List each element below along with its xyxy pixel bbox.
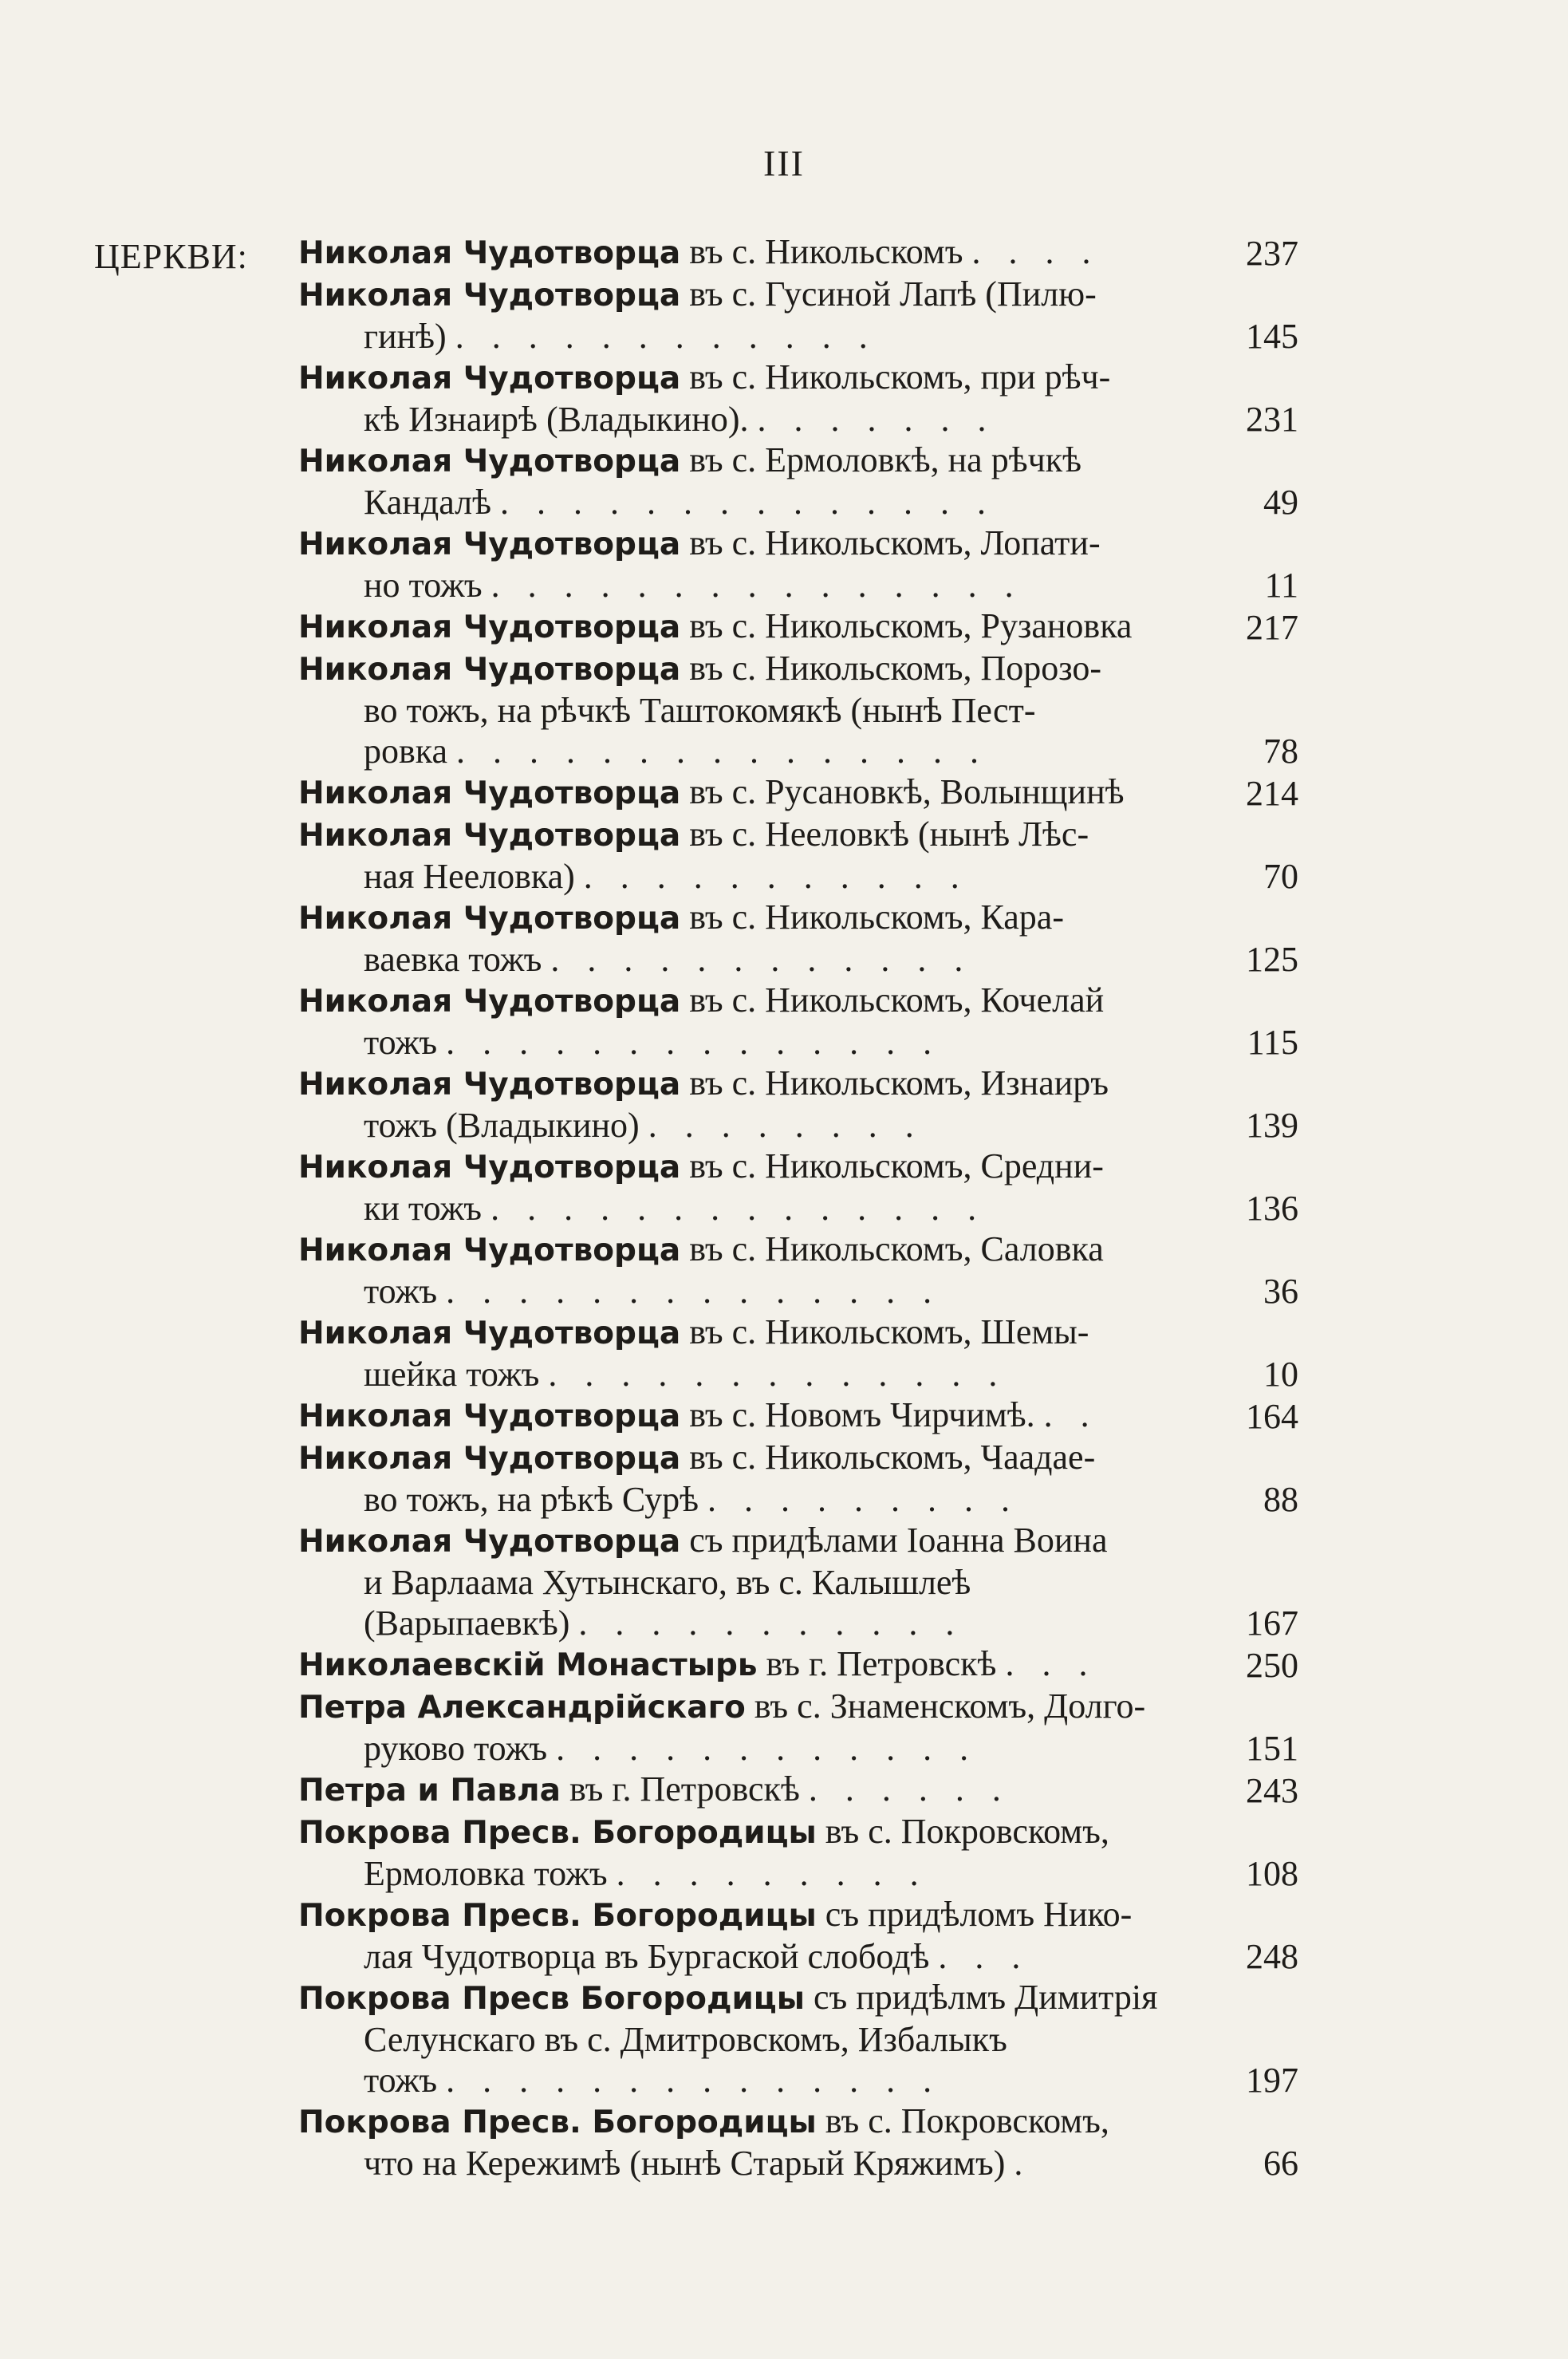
page-ref: 49 <box>1263 483 1298 522</box>
page-ref: 237 <box>1246 234 1298 273</box>
entry-text: съ придѣломъ Нико- <box>816 1895 1133 1934</box>
leader-dots: . . . . . . . . . . . . <box>455 317 877 356</box>
entry-text: въ с. Знаменскомъ, Долго- <box>745 1686 1146 1726</box>
entry-text: въ с. Покровскомъ, <box>816 2101 1109 2140</box>
page-ref: 167 <box>1246 1604 1298 1643</box>
page-ref: 151 <box>1246 1729 1298 1768</box>
index-entry <box>298 1894 1298 1977</box>
entry-text: въ с. Нееловкѣ (нынѣ Лѣс- <box>680 815 1089 854</box>
index-entry <box>298 440 1298 523</box>
entry-title: Николая Чудотворца <box>298 1316 681 1351</box>
entry-text-continued: шейка тожъ <box>364 1355 540 1394</box>
entry-title: Николая Чудотворца <box>298 984 681 1020</box>
index-entry <box>298 1520 1298 1643</box>
leader-dots: . . . . . . . . . . . . . . . <box>490 566 1023 605</box>
page-ref: 10 <box>1263 1355 1298 1394</box>
index-entry <box>298 1063 1298 1146</box>
entry-text: въ с. Никольскомъ, Средни- <box>680 1146 1104 1185</box>
leader-dots: . . . . . . . . . . . . <box>556 1729 979 1768</box>
leader-dots: . . . . . . . . . <box>707 1480 1019 1519</box>
leader-dots: . . . . . . . . . . . . . <box>548 1355 1007 1394</box>
entry-text: въ г. Петровскѣ <box>757 1644 997 1683</box>
section-label: ЦЕРКВИ: <box>94 237 248 276</box>
entry-title: Николая Чудотворца <box>298 901 681 937</box>
entry-text: въ с. Гусиной Лапѣ (Пилю- <box>680 274 1097 314</box>
entry-text: въ с. Русановкѣ, Волынщинѣ <box>680 772 1125 811</box>
entry-text-continued: тожъ (Владыкино) <box>364 1106 640 1145</box>
entry-title: Петра и Павла <box>298 1773 561 1809</box>
page-ref: 243 <box>1246 1771 1298 1810</box>
index-entry <box>298 1394 1298 1437</box>
page-number: III <box>763 143 805 183</box>
entry-text: въ с. Никольскомъ, Кочелай <box>680 980 1105 1020</box>
entry-text: въ с. Никольскомъ, Шемы- <box>680 1312 1089 1351</box>
entry-text: въ с. Никольскомъ, Изнаиръ <box>680 1063 1109 1103</box>
page-ref: 115 <box>1247 1023 1298 1062</box>
index-entry <box>298 897 1298 980</box>
entry-text: въ с. Никольскомъ, Рузановка <box>680 606 1133 645</box>
entry-title: Покрова Пресв. Богородицы <box>298 1898 817 1934</box>
page-ref: 214 <box>1246 774 1298 813</box>
index-entry <box>298 980 1298 1063</box>
leader-dots: . . . . . . . . . . . <box>583 857 969 896</box>
page-ref: 250 <box>1246 1646 1298 1685</box>
entry-title: Николая Чудотворца <box>298 1150 681 1185</box>
entry-title: Николая Чудотворца <box>298 652 681 688</box>
entry-text: въ с. Новомъ Чирчимѣ. <box>680 1395 1035 1434</box>
leader-dots: . . . . . . . . . . . . . . <box>490 1189 987 1228</box>
page-ref: 231 <box>1246 400 1298 439</box>
leader-dots: . . . . <box>971 232 1101 271</box>
entry-title: Николая Чудотворца <box>298 444 681 479</box>
entry-text-continued: лая Чудотворца въ Бургаской слободѣ <box>364 1937 930 1976</box>
index-entry <box>298 814 1298 897</box>
entry-text-continued: Ермоловка тожъ <box>364 1854 608 1893</box>
index-entry <box>298 1146 1298 1229</box>
entry-text-continued: ровка <box>364 732 448 771</box>
page-ref: 78 <box>1263 732 1298 771</box>
entry-text-continued: Кандалѣ <box>364 483 491 522</box>
index-entry <box>298 1811 1298 1894</box>
index-entry <box>298 1437 1298 1520</box>
page-ref: 164 <box>1246 1397 1298 1436</box>
page-ref: 66 <box>1263 2144 1298 2183</box>
index-entry <box>298 648 1298 771</box>
entry-title: Николая Чудотворца <box>298 1067 681 1103</box>
page-ref: 36 <box>1263 1272 1298 1311</box>
leader-dots: . . . . . . . . . . . <box>578 1604 964 1643</box>
entry-text-continued: но тожъ <box>364 566 483 605</box>
index-entry <box>298 274 1298 357</box>
leader-dots: . . . . . . . . . <box>616 1854 928 1893</box>
leader-dots: . . . . . . . . . . . . . . <box>446 1023 942 1062</box>
leader-dots: . . . . . . . <box>757 400 996 439</box>
page-ref: 217 <box>1246 608 1298 647</box>
page-ref: 145 <box>1246 317 1298 356</box>
entry-title: Покрова Пресв. Богородицы <box>298 1815 817 1851</box>
entry-title: Покрова Пресв. Богородицы <box>298 2105 817 2140</box>
page-ref: 125 <box>1246 940 1298 979</box>
leader-dots: . . . <box>1005 1644 1097 1683</box>
page-ref: 70 <box>1263 857 1298 896</box>
index-entry <box>298 1769 1298 1811</box>
index-entry <box>298 1312 1298 1394</box>
entry-text-continued: руково тожъ <box>364 1729 548 1768</box>
entry-text-continued: гинѣ) <box>364 317 447 356</box>
leader-dots: . . . <box>938 1937 1030 1976</box>
index-entries <box>298 231 1298 2183</box>
leader-dots: . . . . . . . . . . . . . . <box>446 1272 942 1311</box>
entry-text-continued: ная Нееловка) <box>364 857 575 896</box>
leader-dots: . <box>1014 2144 1033 2183</box>
entry-text: въ с. Никольскомъ, Чаадае- <box>680 1438 1096 1477</box>
entry-title: Покрова Пресв Богородицы <box>298 1981 805 2017</box>
entry-title: Николая Чудотворца <box>298 1398 681 1434</box>
index-entry <box>298 523 1298 606</box>
index-entry <box>298 606 1298 648</box>
index-entry <box>298 357 1298 440</box>
page-ref: 88 <box>1263 1480 1298 1519</box>
entry-title: Николая Чудотворца <box>298 775 681 811</box>
entry-text: въ с. Никольскомъ, Саловка <box>680 1229 1104 1268</box>
entry-text-continued: и Варлаама Хутынскаго, въ с. Калышлеѣ <box>364 1563 971 1602</box>
page-ref: 197 <box>1246 2061 1298 2100</box>
page-ref: 139 <box>1246 1106 1298 1145</box>
entry-title: Николая Чудотворца <box>298 361 681 396</box>
entry-title: Петра Александрійскаго <box>298 1690 746 1726</box>
index-entry <box>298 231 1298 274</box>
leader-dots: . . . . . . . . . . . . . . . <box>456 732 989 771</box>
leader-dots: . . <box>1043 1395 1099 1434</box>
entry-text-continued: во тожъ, на рѣкѣ Сурѣ <box>364 1480 699 1519</box>
entry-text-continued: тожъ <box>364 1272 438 1311</box>
entry-text: въ с. Ермоловкѣ, на рѣчкѣ <box>680 440 1081 479</box>
entry-text: въ с. Никольскомъ, Лопати- <box>680 523 1101 562</box>
entry-title: Николая Чудотворца <box>298 1441 681 1477</box>
index-entry <box>298 2101 1298 2183</box>
leader-dots: . . . . . . <box>808 1769 1011 1809</box>
entry-text-continued: кѣ Изнаирѣ (Владыкино). <box>364 400 749 439</box>
entry-text-continued: тожъ <box>364 2061 438 2100</box>
entry-text-continued: (Варыпаевкѣ) <box>364 1604 570 1643</box>
index-entry <box>298 1229 1298 1312</box>
leader-dots: . . . . . . . . . . . . . . <box>446 2061 942 2100</box>
entry-text: въ г. Петровскѣ <box>560 1769 800 1809</box>
entry-text: съ придѣлами Іоанна Воина <box>680 1521 1108 1560</box>
index-entry <box>298 1977 1298 2101</box>
page-ref: 136 <box>1246 1189 1298 1228</box>
entry-text: въ с. Никольскомъ <box>680 232 963 271</box>
entry-text: въ с. Никольскомъ, Кара- <box>680 897 1064 937</box>
page-ref: 11 <box>1264 566 1298 605</box>
entry-title: Николая Чудотворца <box>298 609 681 645</box>
index-entry <box>298 1643 1298 1686</box>
index-entry <box>298 1686 1298 1769</box>
page-ref: 248 <box>1246 1937 1298 1976</box>
entry-text-continued: что на Кережимѣ (нынѣ Старый Кряжимъ) <box>364 2144 1006 2183</box>
entry-text-continued: тожъ <box>364 1023 438 1062</box>
entry-text: въ с. Никольскомъ, при рѣч- <box>680 357 1111 396</box>
entry-title: Николая Чудотворца <box>298 1524 681 1560</box>
entry-text: въ с. Покровскомъ, <box>816 1812 1109 1851</box>
page-ref: 108 <box>1246 1854 1298 1893</box>
entry-title: Николая Чудотворца <box>298 278 681 314</box>
entry-title: Николая Чудотворца <box>298 235 681 271</box>
entry-title: Николая Чудотворца <box>298 818 681 854</box>
entry-text-continued: ваевка тожъ <box>364 940 542 979</box>
entry-text-continued: Селунскаго въ с. Дмитровскомъ, Избалыкъ <box>364 2020 1007 2059</box>
entry-title: Николая Чудотворца <box>298 1233 681 1268</box>
entry-title: Николая Чудотворца <box>298 527 681 562</box>
entry-title: Николаевскій Монастырь <box>298 1647 758 1683</box>
leader-dots: . . . . . . . . . . . . . . <box>500 483 995 522</box>
leader-dots: . . . . . . . . . . . . <box>550 940 973 979</box>
index-entry <box>298 771 1298 814</box>
entry-text: въ с. Никольскомъ, Порозо- <box>680 649 1102 688</box>
leader-dots: . . . . . . . . <box>648 1106 924 1145</box>
entry-text: съ придѣлмъ Димитрія <box>804 1978 1158 2017</box>
entry-text-continued: ки тожъ <box>364 1189 483 1228</box>
entry-text-continued: во тожъ, на рѣчкѣ Таштокомякѣ (нынѣ Пест- <box>364 691 1036 730</box>
